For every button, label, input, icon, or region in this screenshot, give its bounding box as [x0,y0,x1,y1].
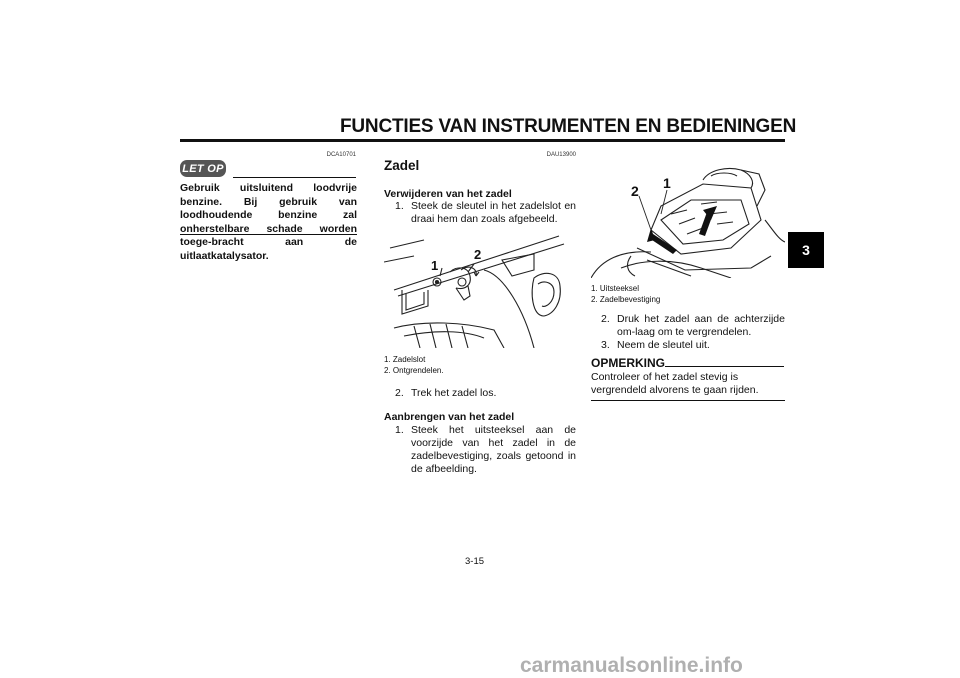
note-end-divider [591,400,785,401]
figure1-caption-2: 2. Ontgrendelen. [384,366,444,375]
remove-heading: Verwijderen van het zadel [384,188,512,200]
caution-badge: LET OP [180,160,226,177]
seat-lock-figure [384,230,578,348]
figure2-caption-1: 1. Uitsteeksel [591,284,640,293]
note-text: Controleer of het zadel stevig is vergrendeld alvorens te gaan rijden. [591,371,759,396]
section-title: Zadel [384,158,420,173]
figure1-caption-1: 1. Zadelslot [384,355,426,364]
step-text: Steek het uitsteeksel aan de voorzijde van het zadel in de zadelbevestiging, zoals getoond in de afbeelding. [411,424,576,475]
caution-text: Gebruik uitsluitend loodvrije benzine. Bij gebruik van loodhoudende benzine zal onherstelbare schade worden toege-bracht aan de uitlaatkatalysator. [180,182,357,262]
remove-step-2 [395,387,576,401]
caution-divider [233,177,356,178]
note-divider [665,366,784,367]
page-header-title: FUNCTIES VAN INSTRUMENTEN EN BEDIENINGEN [340,116,797,137]
step-number: 2. [601,313,610,325]
header-rule [180,139,785,142]
install-heading: Aanbrengen van het zadel [384,411,515,423]
step-text: Neem de sleutel uit. [617,339,710,351]
step-number: 1. [395,200,404,212]
figure1-callout-1: 1 [431,258,439,273]
chapter-tab[interactable]: 3 [788,232,824,268]
page-number: 3-15 [465,556,485,567]
figure2-callout-2: 2 [631,183,639,199]
step-number: 2. [395,387,404,399]
watermark: carmanualsonline.info [520,654,743,677]
install-step-1 [395,424,576,475]
install-step-3 [601,339,785,353]
seat-mount-figure [591,160,785,278]
figure1-callout-2: 2 [474,247,482,262]
caution-code: DCA10701 [326,152,356,158]
section-code: DAU13900 [546,152,576,158]
remove-step-1 [395,200,576,228]
install-step-2 [601,313,785,341]
note-title: OPMERKING [591,356,666,370]
step-number: 1. [395,424,404,436]
step-number: 3. [601,339,610,351]
caution-end-divider [180,234,357,235]
step-text: Druk het zadel aan de achterzijde om-laag om te vergrendelen. [617,313,785,338]
figure2-caption-2: 2. Zadelbevestiging [591,295,661,304]
step-text: Steek de sleutel in het zadelslot en draai hem dan zoals afgebeeld. [411,200,576,225]
step-text: Trek het zadel los. [411,387,497,399]
figure2-callout-1: 1 [663,175,671,191]
